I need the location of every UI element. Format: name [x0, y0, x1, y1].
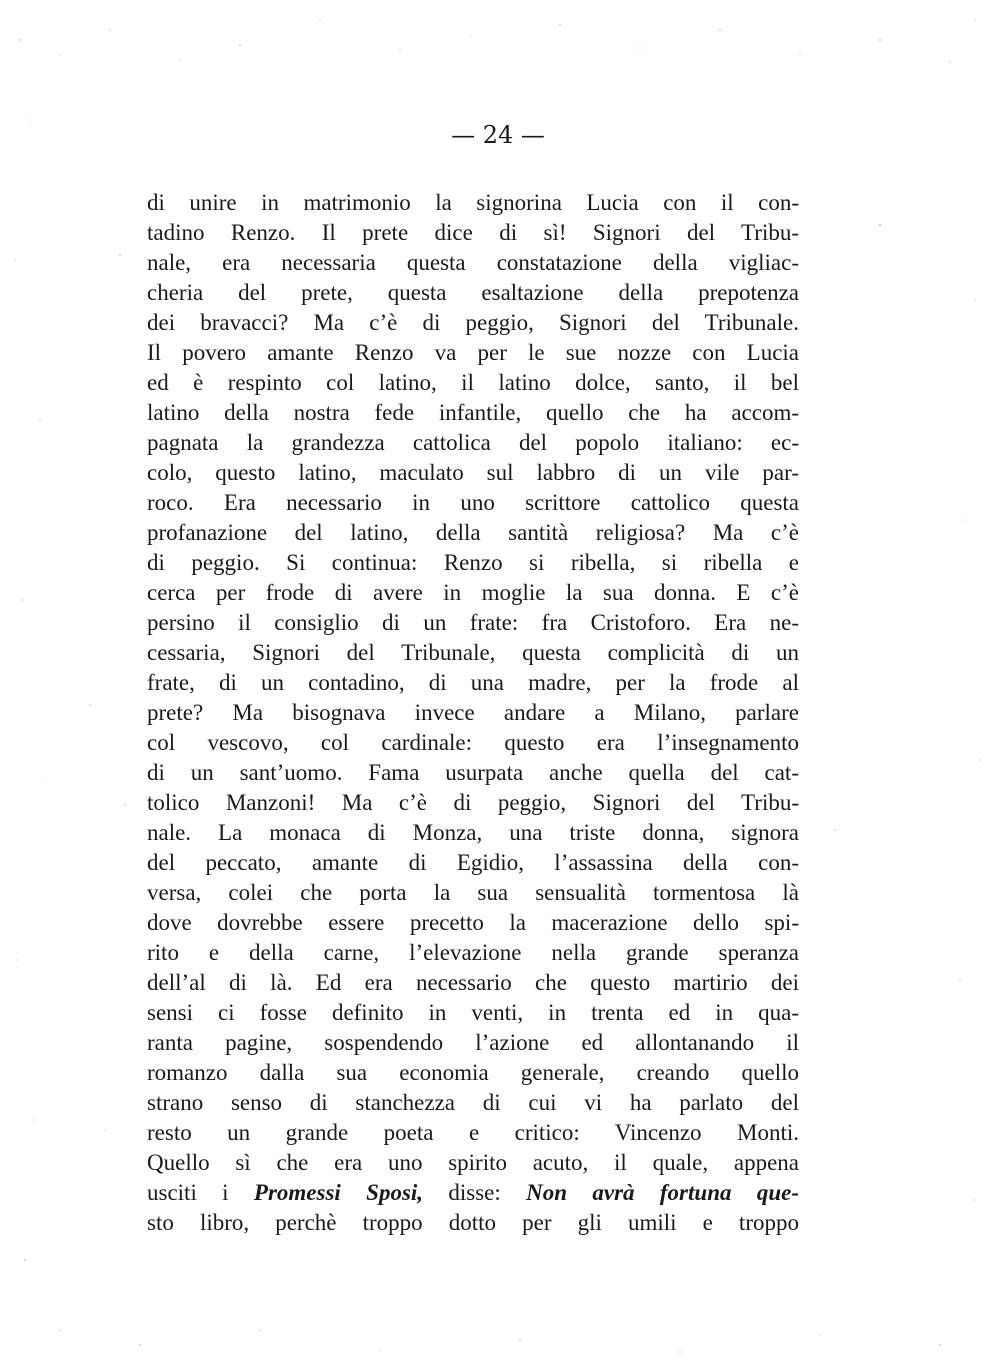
text-segment: di unire in matrimonio la signorina Lucia con il con-: [147, 190, 799, 215]
text-segment: strano senso di stanchezza di cui vi ha parlato del: [147, 1090, 799, 1115]
text-line: [147, 248, 799, 278]
text-line: [147, 338, 799, 368]
text-line: [147, 278, 799, 308]
text-segment: cessaria, Signori del Tribunale, questa complicità di un: [147, 640, 799, 665]
text-segment: profanazione del latino, della santità religiosa? Ma c’è: [147, 520, 799, 545]
text-segment: cerca per frode di avere in moglie la sua donna. E c’è: [147, 580, 799, 605]
text-segment: latino della nostra fede infantile, quello che ha accom-: [147, 400, 799, 425]
text-segment: sto libro, perchè troppo dotto per gli umili e troppo: [147, 1210, 799, 1235]
italic-text: Promessi Sposi,: [253, 1180, 424, 1205]
text-line: [147, 878, 799, 908]
text-segment: sensi ci fosse definito in venti, in trenta ed in qua-: [147, 1000, 799, 1025]
text-line: [147, 1178, 799, 1208]
text-line: [147, 368, 799, 398]
text-segment: dei bravacci? Ma c’è di peggio, Signori del Tribunale.: [147, 310, 799, 335]
text-line: [147, 818, 799, 848]
text-line: [147, 398, 799, 428]
text-line: [147, 458, 799, 488]
text-segment: tadino Renzo. Il prete dice di sì! Signori del Tribu-: [147, 220, 799, 245]
text-segment: nale. La monaca di Monza, una triste donna, signora: [147, 820, 799, 845]
text-segment: col vescovo, col cardinale: questo era l’insegnamento: [147, 730, 799, 755]
text-segment: resto un grande poeta e critico: Vincenzo Monti.: [147, 1120, 799, 1145]
page-number: — 24 —: [451, 121, 545, 149]
text-segment: persino il consiglio di un frate: fra Cristoforo. Era ne-: [147, 610, 799, 635]
text-line: [147, 1208, 799, 1238]
text-segment: nale, era necessaria questa constatazione della vigliac-: [147, 250, 799, 275]
body-text: [147, 188, 799, 1238]
text-line: [147, 1118, 799, 1148]
text-segment: romanzo dalla sua economia generale, creando quello: [147, 1060, 799, 1085]
text-line: [147, 1148, 799, 1178]
text-line: [147, 1028, 799, 1058]
text-line: [147, 698, 799, 728]
text-line: [147, 848, 799, 878]
text-segment: Il povero amante Renzo va per le sue nozze con Lucia: [147, 340, 799, 365]
text-line: [147, 908, 799, 938]
italic-text: Non avrà fortuna que-: [526, 1180, 799, 1205]
text-segment: dell’al di là. Ed era necessario che questo martirio dei: [147, 970, 799, 995]
text-segment: di peggio. Si continua: Renzo si ribella, si ribella e: [147, 550, 799, 575]
text-line: [147, 518, 799, 548]
text-segment: versa, colei che porta la sua sensualità tormentosa là: [147, 880, 799, 905]
text-line: [147, 578, 799, 608]
text-segment: ranta pagine, sospendendo l’azione ed allontanando il: [147, 1030, 799, 1055]
text-line: [147, 308, 799, 338]
text-segment: frate, di un contadino, di una madre, per la frode al: [147, 670, 799, 695]
text-line: [147, 548, 799, 578]
text-line: [147, 488, 799, 518]
text-segment: pagnata la grandezza cattolica del popolo italiano: ec-: [147, 430, 799, 455]
text-segment: prete? Ma bisognava invece andare a Milano, parlare: [147, 700, 799, 725]
text-segment: dove dovrebbe essere precetto la macerazione dello spi-: [147, 910, 799, 935]
text-segment: cheria del prete, questa esaltazione della prepotenza: [147, 280, 799, 305]
text-line: [147, 608, 799, 638]
text-segment: roco. Era necessario in uno scrittore cattolico questa: [147, 490, 799, 515]
text-line: [147, 728, 799, 758]
text-line: [147, 428, 799, 458]
text-segment: colo, questo latino, maculato sul labbro di un vile par-: [147, 460, 799, 485]
text-line: [147, 638, 799, 668]
text-segment: del peccato, amante di Egidio, l’assassina della con-: [147, 850, 799, 875]
text-segment: usciti i: [147, 1180, 254, 1205]
text-segment: disse:: [423, 1180, 527, 1205]
text-segment: Quello sì che era uno spirito acuto, il quale, appena: [147, 1150, 799, 1175]
text-line: [147, 1088, 799, 1118]
text-line: [147, 938, 799, 968]
text-line: [147, 758, 799, 788]
text-segment: ed è respinto col latino, il latino dolce, santo, il bel: [147, 370, 799, 395]
text-line: [147, 1058, 799, 1088]
text-line: [147, 668, 799, 698]
text-line: [147, 968, 799, 998]
text-line: [147, 998, 799, 1028]
text-line: [147, 788, 799, 818]
text-segment: tolico Manzoni! Ma c’è di peggio, Signori del Tribu-: [147, 790, 799, 815]
text-line: [147, 218, 799, 248]
text-line: [147, 188, 799, 218]
text-segment: rito e della carne, l’elevazione nella grande speranza: [147, 940, 799, 965]
text-segment: di un sant’uomo. Fama usurpata anche quella del cat-: [147, 760, 799, 785]
